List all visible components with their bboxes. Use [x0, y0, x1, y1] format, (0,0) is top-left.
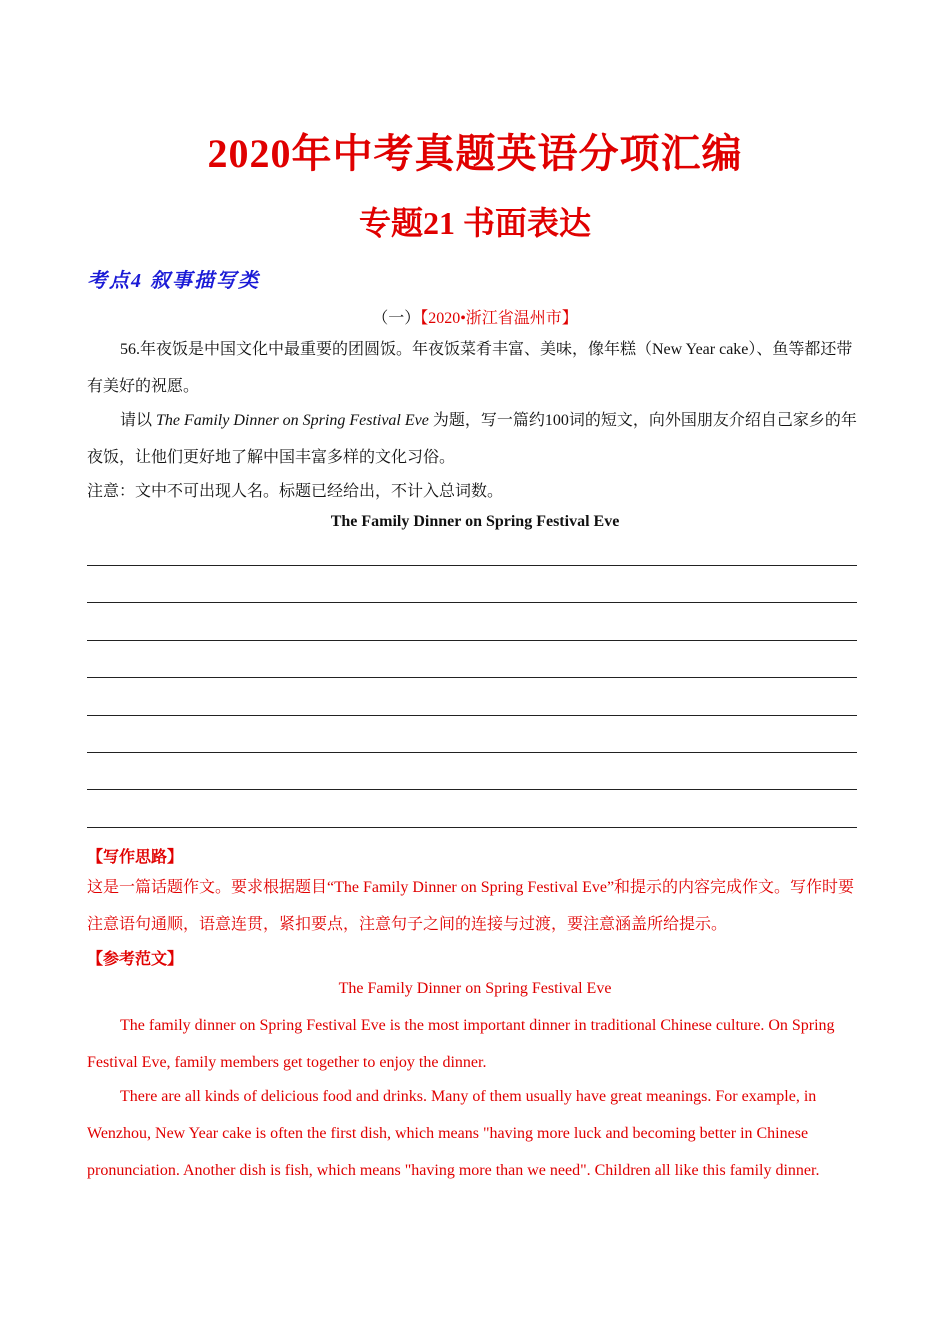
section-heading: 考点4 叙事描写类: [87, 270, 260, 292]
prompt-paragraph-2: [87, 402, 865, 476]
writing-idea-text: 这是一篇话题作文。要求根据题目“The Family Dinner on Spring Festival Eve”和提示的内容完成作文。写作时要注意语句通顺，语意连贯，紧扣要点，注意句子之间的连接与过渡，要注意涵盖所给提示。: [87, 879, 855, 933]
prompt-essay-title: The Family Dinner on Spring Festival Eve: [156, 412, 429, 429]
document-subtitle: 专题21 书面表达: [358, 205, 591, 241]
answer-line[interactable]: [87, 789, 857, 790]
answer-line[interactable]: [87, 640, 857, 641]
answer-line[interactable]: [87, 752, 857, 753]
document-title: 2020年中考真题英语分项汇编: [207, 131, 743, 176]
answer-line[interactable]: [87, 827, 857, 828]
question-source: 【2020•浙江省温州市】: [420, 310, 578, 327]
prompt-paragraph-1: 56.年夜饭是中国文化中最重要的团圆饭。年夜饭菜肴丰富、美味，像年糕（New Year cake）、鱼等都还带有美好的祝愿。: [87, 341, 853, 395]
question-number-label: （一）: [372, 310, 421, 327]
answer-line[interactable]: [87, 602, 857, 603]
model-essay-title: The Family Dinner on Spring Festival Eve: [338, 980, 612, 997]
prompt-note: 注意：文中不可出现人名。标题已经给出，不计入总词数。: [87, 483, 504, 500]
prompt-suffix: 为题，写一篇约100词的短文，向外国朋友介绍自己家乡的年夜饭，让他们更好地了解中国丰富多样的文化习俗。: [87, 412, 857, 466]
prompt-prefix: 请以: [120, 412, 153, 429]
model-essay-label: 【参考范文】: [87, 951, 184, 968]
answer-line[interactable]: [87, 715, 857, 716]
writing-idea-label: 【写作思路】: [87, 849, 184, 866]
answer-line[interactable]: [87, 677, 857, 678]
model-essay-paragraph-1: The family dinner on Spring Festival Eve is the most important dinner in traditional Chinese culture. On Spring Festival Eve, family members get together to enjoy the dinner.: [87, 1017, 835, 1071]
essay-title: The Family Dinner on Spring Festival Eve: [330, 513, 620, 530]
question-source-line: [0, 305, 950, 328]
model-essay-paragraph-2: There are all kinds of delicious food and drinks. Many of them usually have great meanings. For example, in Wenzhou, New Year cake is often the first dish, which means "having more luck and becoming better in Chinese pronunciation. Another dish is fish, which means "having more than we need". Children all like this family dinner.: [87, 1088, 820, 1179]
answer-line[interactable]: [87, 565, 857, 566]
